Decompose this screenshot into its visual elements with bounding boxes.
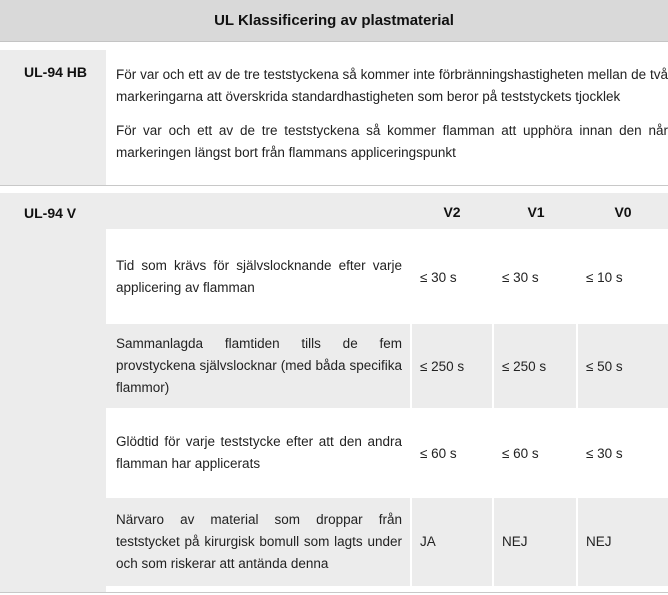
table-row [106,497,668,586]
column-header-v1: V1 [527,204,545,220]
row-description: Sammanlagda flamtiden tills de fem provstyckena självslocknar (med båda specifika flammor) [116,336,402,395]
value-v1: ≤ 250 s [502,358,547,374]
ul94-hb-label: UL-94 HB [0,50,106,185]
bottom-divider [0,592,668,593]
section-divider [0,185,668,186]
table-row [106,409,668,497]
column-header-v0: V0 [614,204,632,220]
ul94-hb-description [106,50,668,185]
ul94-v-table [106,193,668,586]
row-description: Glödtid för varje teststycke efter att den andra flamman har applicerats [116,434,402,471]
value-v1: ≤ 60 s [502,445,539,461]
table-row [106,323,668,409]
value-v0: ≤ 50 s [586,358,623,374]
page-title: UL Klassificering av plastmaterial [0,0,668,42]
value-v0: ≤ 10 s [586,269,623,285]
ul94-v-label: UL-94 V [0,193,106,593]
value-v0: ≤ 30 s [586,445,623,461]
value-v1: NEJ [502,534,528,549]
hb-paragraph-1: För var och ett av de tre teststyckena så kommer inte förbränningshastigheten mellan de två markeringarna att överskrida standardhastigheten som beror på teststyckets tjocklek [116,67,668,104]
value-v2: ≤ 60 s [420,445,457,461]
row-description: Tid som krävs för självslocknande efter varje applicering av flamman [116,258,402,295]
value-v2: JA [420,534,436,549]
value-v1: ≤ 30 s [502,269,539,285]
table-header-row [106,193,668,231]
table-row [106,231,668,323]
column-header-v2: V2 [443,204,461,220]
row-description: Närvaro av material som droppar från teststycket på kirurgisk bomull som lagts under och som riskerar att antända denna [116,511,402,571]
value-v2: ≤ 250 s [420,358,465,374]
value-v0: NEJ [586,534,612,549]
value-v2: ≤ 30 s [420,269,457,285]
hb-paragraph-2: För var och ett av de tre teststyckena så kommer flamman att upphöra innan den når markeringen längst bort från flammans appliceringspunkt [116,123,668,160]
